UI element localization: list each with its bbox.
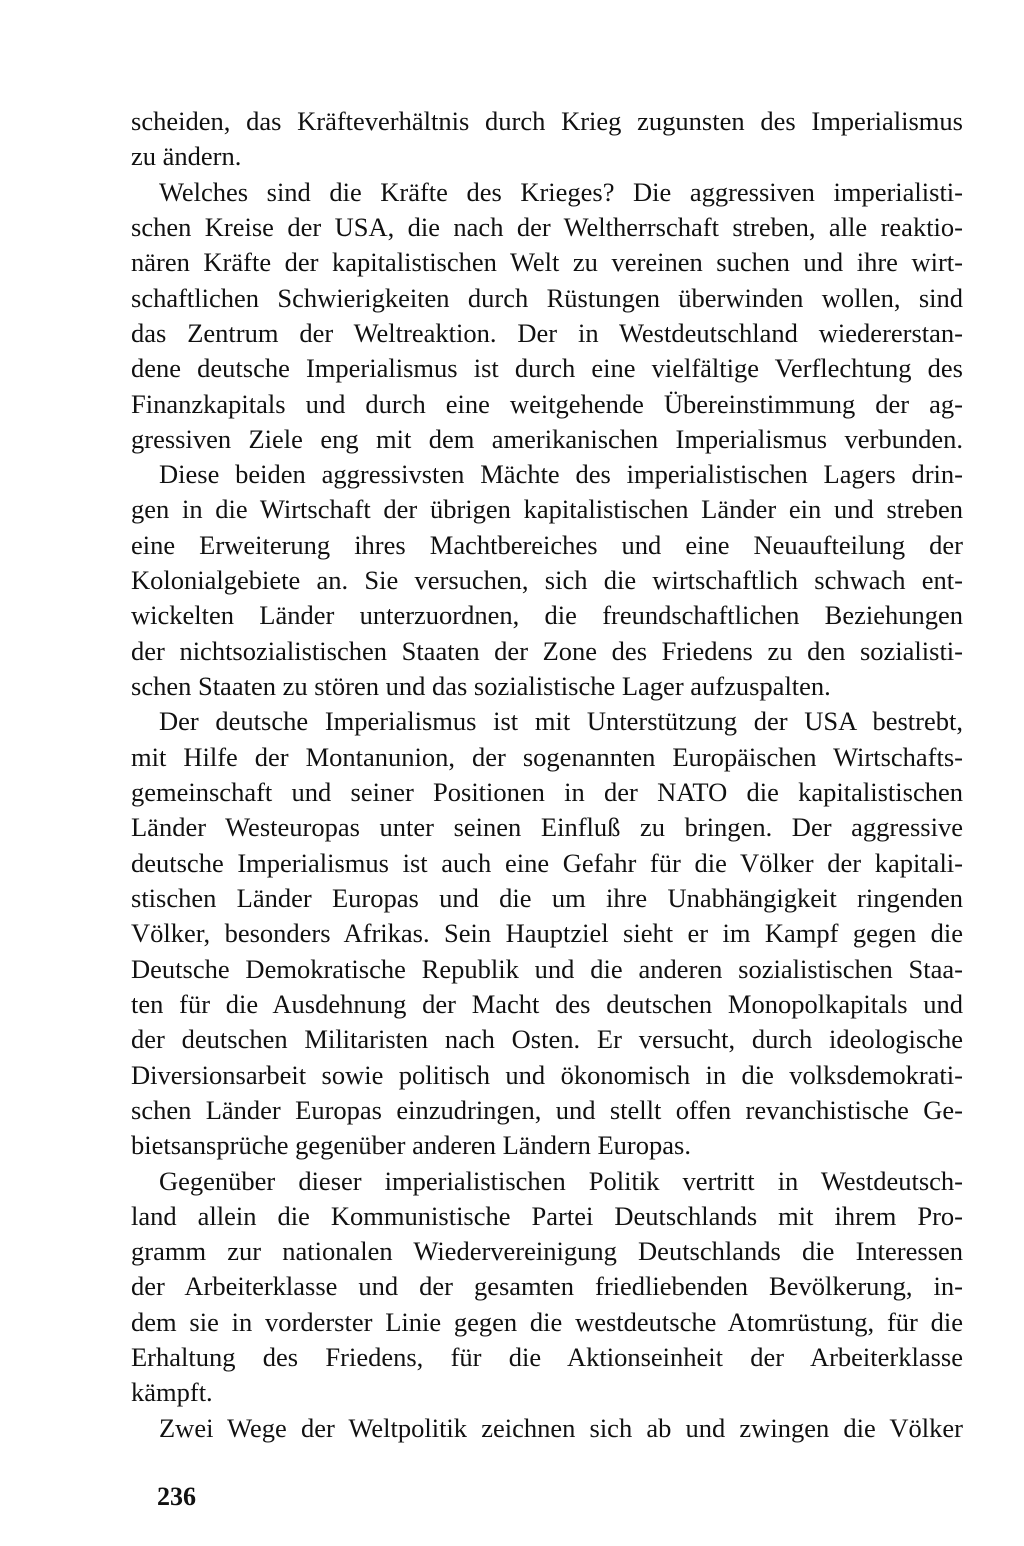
text-line: gressiven Ziele eng mit dem amerikanischen Imperialismus verbunden. bbox=[131, 424, 963, 454]
text-line: der nichtsozialistischen Staaten der Zone des Friedens zu den sozialisti- bbox=[131, 636, 963, 666]
text-line: Zwei Wege der Weltpolitik zeichnen sich ab und zwingen die Völker bbox=[159, 1413, 963, 1443]
text-line: Erhaltung des Friedens, für die Aktionseinheit der Arbeiterklasse bbox=[131, 1342, 963, 1372]
text-line: zu ändern. bbox=[131, 141, 242, 171]
text-line: schen Kreise der USA, die nach der Weltherrschaft streben, alle reaktio- bbox=[131, 212, 963, 242]
text-line: scheiden, das Kräfteverhältnis durch Krieg zugunsten des Imperialismus bbox=[131, 106, 963, 136]
text-line: land allein die Kommunistische Partei Deutschlands mit ihrem Pro- bbox=[131, 1201, 963, 1231]
text-line: Deutsche Demokratische Republik und die anderen sozialistischen Staa- bbox=[131, 954, 963, 984]
text-line: gramm zur nationalen Wiedervereinigung Deutschlands die Interessen bbox=[131, 1236, 963, 1266]
text-line: nären Kräfte der kapitalistischen Welt zu vereinen suchen und ihre wirt- bbox=[131, 247, 963, 277]
text-line: gemeinschaft und seiner Positionen in der NATO die kapitalistischen bbox=[131, 777, 963, 807]
text-line: Länder Westeuropas unter seinen Einfluß zu bringen. Der aggressive bbox=[131, 812, 963, 842]
text-line: Der deutsche Imperialismus ist mit Unterstützung der USA bestrebt, bbox=[159, 706, 963, 736]
text-line: bietsansprüche gegenüber anderen Ländern Europas. bbox=[131, 1130, 691, 1160]
text-line: Diversionsarbeit sowie politisch und ökonomisch in die volksdemokrati- bbox=[131, 1060, 963, 1090]
text-line: Gegenüber dieser imperialistischen Politik vertritt in Westdeutsch- bbox=[159, 1166, 963, 1196]
text-line: deutsche Imperialismus ist auch eine Gefahr für die Völker der kapitali- bbox=[131, 848, 963, 878]
text-line: der Arbeiterklasse und der gesamten friedliebenden Bevölkerung, in- bbox=[131, 1271, 963, 1301]
text-line: stischen Länder Europas und die um ihre Unabhängigkeit ringenden bbox=[131, 883, 963, 913]
text-line: der deutschen Militaristen nach Osten. Er versucht, durch ideologische bbox=[131, 1024, 963, 1054]
text-line: das Zentrum der Weltreaktion. Der in Westdeutschland wiedererstan- bbox=[131, 318, 963, 348]
text-line: mit Hilfe der Montanunion, der sogenannten Europäischen Wirtschafts- bbox=[131, 742, 963, 772]
page-number: 236 bbox=[157, 1482, 196, 1511]
text-line: ten für die Ausdehnung der Macht des deutschen Monopolkapitals und bbox=[131, 989, 963, 1019]
text-line: Diese beiden aggressivsten Mächte des imperialistischen Lagers drin- bbox=[159, 459, 963, 489]
text-line: Welches sind die Kräfte des Krieges? Die aggressiven imperialisti- bbox=[159, 177, 963, 207]
text-line: dem sie in vorderster Linie gegen die westdeutsche Atomrüstung, für die bbox=[131, 1307, 963, 1337]
text-line: schaftlichen Schwierigkeiten durch Rüstungen überwinden wollen, sind bbox=[131, 283, 963, 313]
text-line: wickelten Länder unterzuordnen, die freundschaftlichen Beziehungen bbox=[131, 600, 963, 630]
text-line: kämpft. bbox=[131, 1377, 213, 1407]
text-line: schen Länder Europas einzudringen, und stellt offen revanchistische Ge- bbox=[131, 1095, 963, 1125]
text-line: Kolonialgebiete an. Sie versuchen, sich die wirtschaftlich schwach ent- bbox=[131, 565, 963, 595]
text-line: dene deutsche Imperialismus ist durch eine vielfältige Verflechtung des bbox=[131, 353, 963, 383]
text-line: Völker, besonders Afrikas. Sein Hauptziel sieht er im Kampf gegen die bbox=[131, 918, 963, 948]
text-line: schen Staaten zu stören und das sozialistische Lager aufzuspalten. bbox=[131, 671, 831, 701]
text-line: gen in die Wirtschaft der übrigen kapitalistischen Länder ein und streben bbox=[131, 494, 963, 524]
text-line: eine Erweiterung ihres Machtbereiches und eine Neuaufteilung der bbox=[131, 530, 963, 560]
text-line: Finanzkapitals und durch eine weitgehende Übereinstimmung der ag- bbox=[131, 389, 963, 419]
